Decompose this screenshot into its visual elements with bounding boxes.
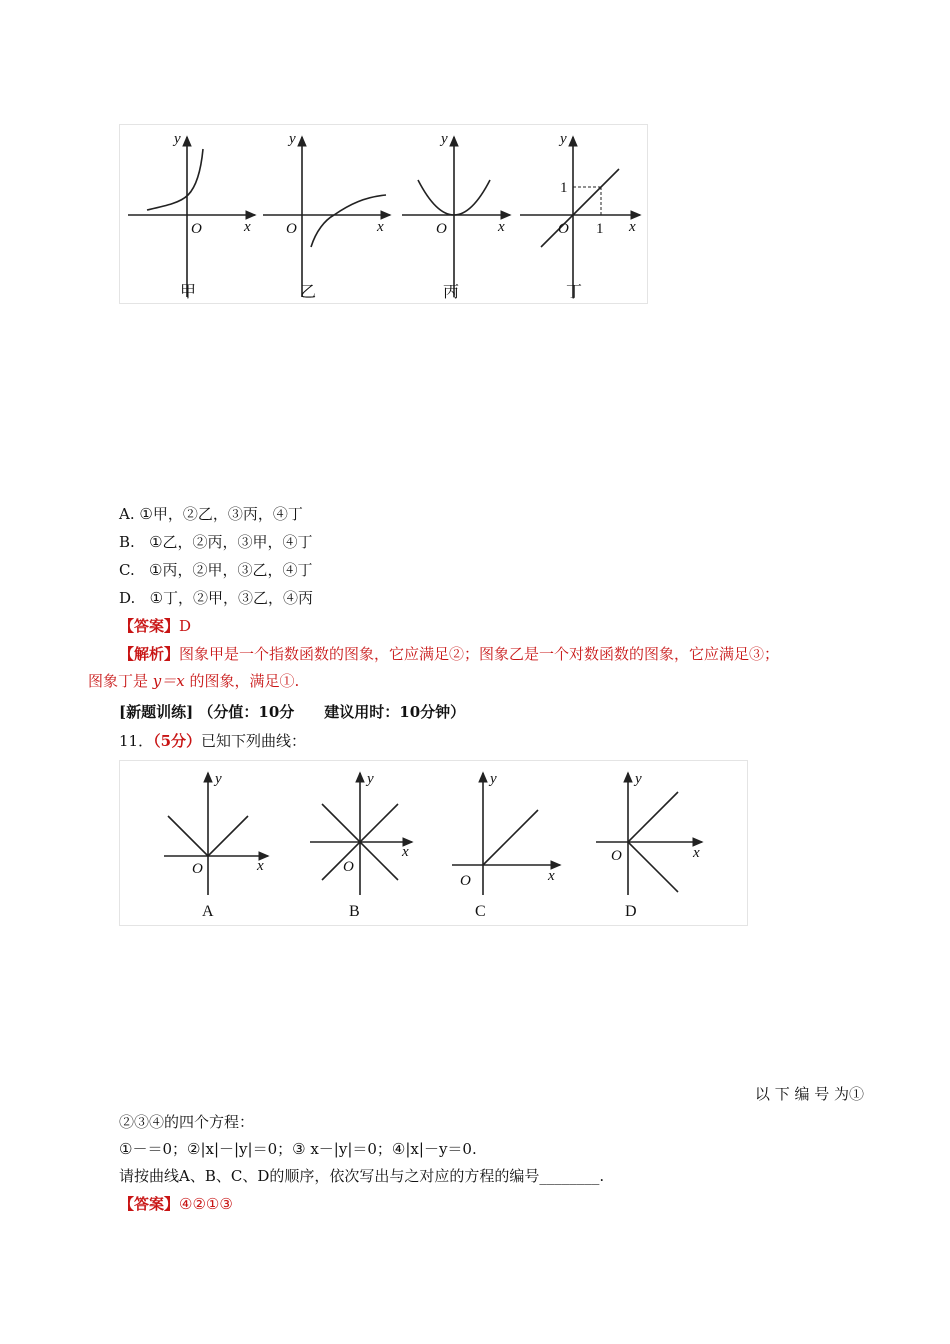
y-label: y bbox=[490, 771, 497, 787]
tick-label-x: 1 bbox=[596, 221, 604, 237]
analysis-text-2b: 的图象，满足①. bbox=[184, 672, 300, 690]
curve-c bbox=[483, 810, 538, 865]
curve-exponential bbox=[147, 149, 203, 210]
question-11 bbox=[119, 731, 306, 751]
tick-label-y: 1 bbox=[560, 180, 568, 196]
answer-label: 【答案】 bbox=[119, 1195, 180, 1213]
continuation-text: ②③④的四个方程： bbox=[119, 1113, 255, 1131]
figure-1-svg bbox=[120, 125, 647, 303]
answer-value: D bbox=[179, 617, 192, 635]
continuation-right bbox=[755, 1084, 864, 1104]
option-d bbox=[119, 588, 313, 608]
option-letter: A. bbox=[119, 505, 135, 523]
x-label: x bbox=[244, 219, 251, 235]
instruction-line bbox=[119, 1166, 604, 1186]
answer-value: ④②①③ bbox=[179, 1195, 233, 1213]
curve-line-y-equals-x bbox=[541, 169, 619, 247]
option-c bbox=[119, 560, 312, 580]
option-text: ①丙，②甲，③乙，④丁 bbox=[149, 561, 313, 579]
x-label: x bbox=[498, 219, 505, 235]
caption-jia: 甲 bbox=[180, 284, 197, 301]
analysis-text-2a: 图象丁是 bbox=[88, 672, 153, 690]
option-letter: B. bbox=[119, 533, 135, 551]
origin-label: O bbox=[436, 221, 447, 237]
figure-2-svg bbox=[120, 761, 747, 925]
analysis-label: 【解析】 bbox=[119, 645, 180, 663]
equations-line bbox=[119, 1139, 477, 1159]
y-label: y bbox=[215, 771, 222, 787]
x-label: x bbox=[377, 219, 384, 235]
y-label: y bbox=[560, 131, 567, 147]
curve-logarithmic bbox=[311, 195, 386, 247]
analysis-line-2 bbox=[88, 671, 299, 691]
x-label: x bbox=[693, 845, 700, 861]
origin-label: O bbox=[611, 848, 622, 864]
option-a bbox=[119, 504, 303, 524]
figure-function-graphs bbox=[119, 124, 648, 304]
caption-a: A bbox=[202, 903, 214, 920]
analysis-equation: y＝x bbox=[152, 672, 185, 690]
section-text: [新题训练] （分值：10分 建议用时：10分钟） bbox=[119, 703, 466, 721]
caption-d: D bbox=[625, 903, 637, 920]
answer-label: 【答案】 bbox=[119, 617, 180, 635]
question-number: 11． bbox=[119, 732, 154, 750]
origin-label: O bbox=[460, 873, 471, 889]
y-label: y bbox=[174, 131, 181, 147]
figure-curves bbox=[119, 760, 748, 926]
curve-d-1 bbox=[628, 792, 678, 842]
option-letter: C. bbox=[119, 561, 135, 579]
caption-b: B bbox=[349, 903, 360, 920]
option-letter: D. bbox=[119, 589, 136, 607]
x-label: x bbox=[548, 868, 555, 884]
option-b bbox=[119, 532, 313, 552]
origin-label: O bbox=[558, 221, 569, 237]
option-text: ①丁，②甲，③乙，④丙 bbox=[149, 589, 314, 607]
x-label: x bbox=[629, 219, 636, 235]
continuation-right-text: 以 下 编 号 为① bbox=[754, 1085, 864, 1103]
option-text: ①乙，②丙，③甲，④丁 bbox=[149, 533, 313, 551]
equations-text: ①－＝0；②|x|－|y|＝0；③ x－|y|＝0；④|x|－y＝0. bbox=[119, 1140, 477, 1158]
question-text: 已知下列曲线： bbox=[201, 732, 307, 750]
y-label: y bbox=[441, 131, 448, 147]
analysis-text-1: 图象甲是一个指数函数的图象，它应满足②；图象乙是一个对数函数的图象，它应满足③； bbox=[179, 645, 780, 663]
origin-label: O bbox=[343, 859, 354, 875]
origin-label: O bbox=[191, 221, 202, 237]
continuation-line-2 bbox=[119, 1112, 254, 1132]
y-label: y bbox=[635, 771, 642, 787]
origin-label: O bbox=[192, 861, 203, 877]
analysis-line-1 bbox=[119, 644, 779, 664]
caption-ding: 丁 bbox=[566, 284, 583, 301]
instruction-text: 请按曲线A、B、C、D的顺序，依次写出与之对应的方程的编号________. bbox=[119, 1167, 605, 1185]
y-label: y bbox=[289, 131, 296, 147]
section-header bbox=[119, 702, 465, 722]
caption-bing: 丙 bbox=[443, 284, 460, 301]
caption-yi: 乙 bbox=[300, 284, 317, 301]
curve-d-2 bbox=[628, 842, 678, 892]
answer-2 bbox=[119, 1194, 233, 1214]
x-label: x bbox=[402, 844, 409, 860]
caption-c: C bbox=[475, 903, 486, 920]
y-label: y bbox=[367, 771, 374, 787]
answer-1 bbox=[119, 616, 191, 636]
origin-label: O bbox=[286, 221, 297, 237]
option-text: ①甲，②乙，③丙，④丁 bbox=[139, 505, 303, 523]
question-score: （5分） bbox=[153, 732, 202, 750]
x-label: x bbox=[257, 858, 264, 874]
